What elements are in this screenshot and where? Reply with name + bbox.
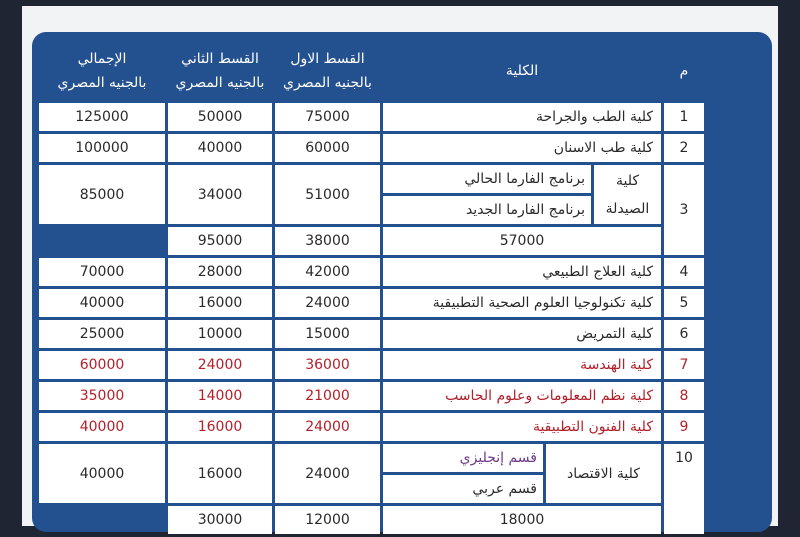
second-installment: 16000: [168, 444, 272, 503]
first-installment: 36000: [275, 351, 380, 379]
first-installment: 24000: [275, 444, 380, 503]
second-installment: 38000: [275, 227, 380, 255]
first-installment: 18000: [383, 506, 661, 534]
department-name: قسم إنجليزي: [383, 444, 543, 475]
table-header-row: [39, 42, 704, 100]
pharmacy-subrow: [383, 165, 661, 196]
second-installment: 10000: [168, 320, 272, 348]
total-amount: 60000: [39, 351, 165, 379]
table-row: [39, 382, 704, 410]
college-name: كلية الفنون التطبيقية: [383, 413, 661, 441]
total-amount: 40000: [39, 413, 165, 441]
total-amount: 70000: [39, 258, 165, 286]
pharmacy-college-cell: [383, 165, 661, 224]
table-row-pharmacy-2: [39, 227, 704, 255]
second-installment: 50000: [168, 103, 272, 131]
row-index: 7: [664, 351, 704, 379]
table-row-economics-2: [39, 506, 704, 534]
row-index: 5: [664, 289, 704, 317]
first-installment: 15000: [275, 320, 380, 348]
total-amount: 100000: [39, 134, 165, 162]
second-installment: 16000: [168, 289, 272, 317]
total-amount: 85000: [39, 165, 165, 224]
college-name: كلية العلاج الطبيعي: [383, 258, 661, 286]
header-second-currency: بالجنيه المصري: [175, 75, 265, 91]
table-row: [39, 351, 704, 379]
second-installment: 24000: [168, 351, 272, 379]
row-index: 1: [664, 103, 704, 131]
header-total: [39, 42, 165, 100]
table-row: [39, 320, 704, 348]
row-index: 6: [664, 320, 704, 348]
total-amount: 30000: [168, 506, 272, 534]
table-row: [39, 103, 704, 131]
row-index: 8: [664, 382, 704, 410]
total-amount: 25000: [39, 320, 165, 348]
row-index: 4: [664, 258, 704, 286]
row-index: 3: [664, 165, 704, 255]
table-row-pharmacy: [39, 165, 704, 224]
row-index: 10: [664, 444, 704, 534]
college-name: كلية الهندسة: [383, 351, 661, 379]
table-row: [39, 258, 704, 286]
program-name: برنامج الفارما الجديد: [383, 196, 591, 224]
header-total-currency: بالجنيه المصري: [57, 75, 147, 91]
second-installment: 16000: [168, 413, 272, 441]
first-installment: 42000: [275, 258, 380, 286]
table-row: [39, 289, 704, 317]
header-index: م: [664, 42, 704, 100]
header-second-label: القسط الثاني: [181, 51, 259, 67]
second-installment: 28000: [168, 258, 272, 286]
pharmacy-label-line1: كلية: [615, 172, 640, 189]
second-installment: 14000: [168, 382, 272, 410]
college-name: كلية تكنولوجيا العلوم الصحية التطبيقية: [383, 289, 661, 317]
pharmacy-subtable: [383, 165, 661, 224]
total-amount: 95000: [168, 227, 272, 255]
header-first-installment: [275, 42, 380, 100]
header-first-currency: بالجنيه المصري: [283, 75, 372, 91]
total-amount: 35000: [39, 382, 165, 410]
first-installment: 24000: [275, 289, 380, 317]
college-name: كلية طب الاسنان: [383, 134, 661, 162]
second-installment: 12000: [275, 506, 380, 534]
total-amount: 40000: [39, 289, 165, 317]
header-college: الكلية: [383, 42, 661, 100]
first-installment: 60000: [275, 134, 380, 162]
economics-subtable: [383, 444, 661, 503]
first-installment: 51000: [275, 165, 380, 224]
row-index: 2: [664, 134, 704, 162]
header-second-installment: [168, 42, 272, 100]
college-name: كلية التمريض: [383, 320, 661, 348]
first-installment: 57000: [383, 227, 661, 255]
second-installment: 40000: [168, 134, 272, 162]
department-name: قسم عربي: [383, 475, 543, 503]
second-installment: 34000: [168, 165, 272, 224]
header-total-label: الإجمالي: [77, 51, 127, 67]
header-first-label: القسط الاول: [290, 51, 365, 67]
first-installment: 21000: [275, 382, 380, 410]
first-installment: 75000: [275, 103, 380, 131]
pharmacy-label-line2: الصيدلة: [605, 200, 650, 217]
economics-label: كلية الاقتصاد: [543, 444, 661, 503]
table-row: [39, 413, 704, 441]
program-name: برنامج الفارما الحالي: [383, 165, 591, 196]
total-amount: 40000: [39, 444, 165, 503]
pharmacy-label: [591, 165, 661, 224]
economics-subrow: [383, 444, 661, 475]
total-amount: 125000: [39, 103, 165, 131]
economics-college-cell: [383, 444, 661, 503]
college-name: كلية الطب والجراحة: [383, 103, 661, 131]
table-row: [39, 134, 704, 162]
fees-table: [36, 39, 707, 537]
table-row-economics: [39, 444, 704, 503]
row-index: 9: [664, 413, 704, 441]
first-installment: 24000: [275, 413, 380, 441]
college-name: كلية نظم المعلومات وعلوم الحاسب: [383, 382, 661, 410]
